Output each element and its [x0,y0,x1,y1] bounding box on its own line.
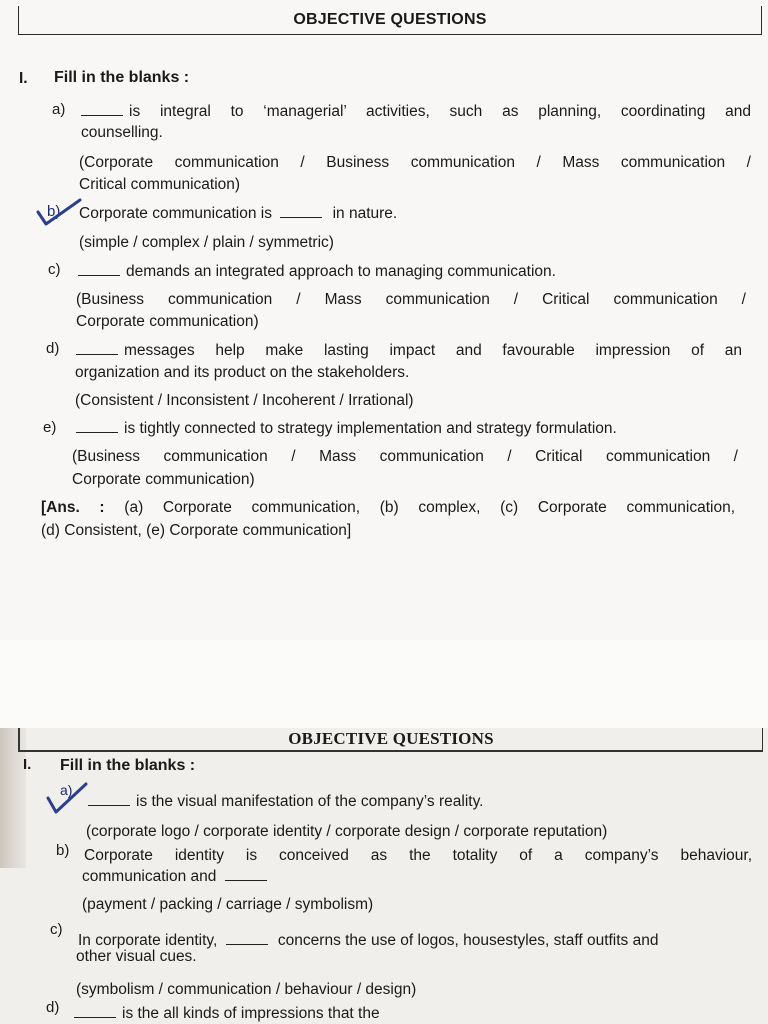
answer-blank [76,342,118,355]
pen-tick-mark-icon [44,780,90,818]
question-2a-line1 [88,791,484,812]
question-2b-options: (payment / packing / carriage / symbolism) [82,896,374,913]
pen-tick-mark-icon [34,196,84,230]
question-2c-options: (symbolism / communication / behaviour / design) [76,981,417,998]
question-c-options-2: Corporate communication) [76,313,259,330]
question-2a-options: (corporate logo / corporate identity / corporate design / corporate reputation) [86,823,608,840]
question-2a-text: is the visual manifestation of the company’s reality. [136,793,484,810]
question-a-line1 [81,101,751,122]
page-title: OBJECTIVE QUESTIONS [18,6,762,35]
question-a-options-2: Critical communication) [79,176,241,193]
question-2c-line2: other visual cues. [76,948,197,965]
question-d-options: (Consistent / Inconsistent / Incoherent / Irrational) [75,392,414,409]
answer-key-prefix: [Ans. : [41,499,105,516]
question-2c-label: c) [50,921,63,938]
question-a-options-1: (Corporate communication / Business communication / Mass communication / [79,154,751,171]
question-b-text-before: Corporate communication is [79,205,272,222]
question-2c-text-before: In corporate identity, [78,932,218,949]
answer-blank [88,793,130,806]
answer-blank [74,1005,116,1018]
answer-blank [225,868,267,881]
question-c-options-1: (Business communication / Mass communication / Critical communication / [76,291,746,308]
question-2d-label: d) [46,999,60,1016]
page-title-2: OBJECTIVE QUESTIONS [18,728,763,752]
answer-blank [76,420,118,433]
page-gap [0,640,768,728]
section-number: I. [19,70,28,87]
question-b-line1 [79,203,397,224]
question-e-line1 [76,418,617,439]
question-a-text: is integral to ‘managerial’ activities, such as planning, coordinating and [129,103,751,120]
answer-blank [280,205,322,218]
answer-key-line2: (d) Consistent, (e) Corporate communication] [41,522,352,539]
answer-key-text: (a) Corporate communication, (b) complex, (c) Corporate communication, [124,499,736,516]
question-b-options: (simple / complex / plain / symmetric) [79,234,334,251]
question-2d-text: is the all kinds of impressions that the [122,1005,380,1022]
question-d-line1 [76,340,742,361]
question-c-line1 [78,261,556,282]
question-2d-line1 [74,1003,380,1024]
section-title-2: Fill in the blanks : [60,757,196,774]
answer-blank [78,263,120,276]
question-b-label: b) [47,203,61,220]
question-d-line2: organization and its product on the stakeholders. [75,364,410,381]
question-2b-label: b) [56,842,70,859]
question-e-options-1: (Business communication / Mass communication / Critical communication / [72,448,738,465]
question-2b-line2 [82,866,273,887]
question-e-options-2: Corporate communication) [72,471,255,488]
question-b-text-after: in nature. [332,205,398,222]
question-a-line2: counselling. [81,124,163,141]
question-d-text: messages help make lasting impact and favourable impression of an [124,342,742,359]
question-e-text: is tightly connected to strategy implementation and strategy formulation. [124,420,617,437]
answer-key-line1 [41,497,735,518]
question-a-label: a) [52,101,66,118]
question-2a-label: a) [60,782,73,798]
question-c-label: c) [48,261,61,278]
question-2c-text-after: concerns the use of logos, housestyles, staff outfits and [277,932,659,949]
answer-blank [226,932,268,945]
answer-blank [81,103,123,116]
question-e-label: e) [43,419,57,436]
section-number-2: I. [23,756,32,773]
question-c-text: demands an integrated approach to managing communication. [126,263,556,280]
question-2b-text: communication and [82,868,217,885]
section-title: Fill in the blanks : [54,69,190,86]
question-d-label: d) [46,340,60,357]
question-2b-line1: Corporate identity is conceived as the totality of a company’s behaviour, [84,847,752,864]
